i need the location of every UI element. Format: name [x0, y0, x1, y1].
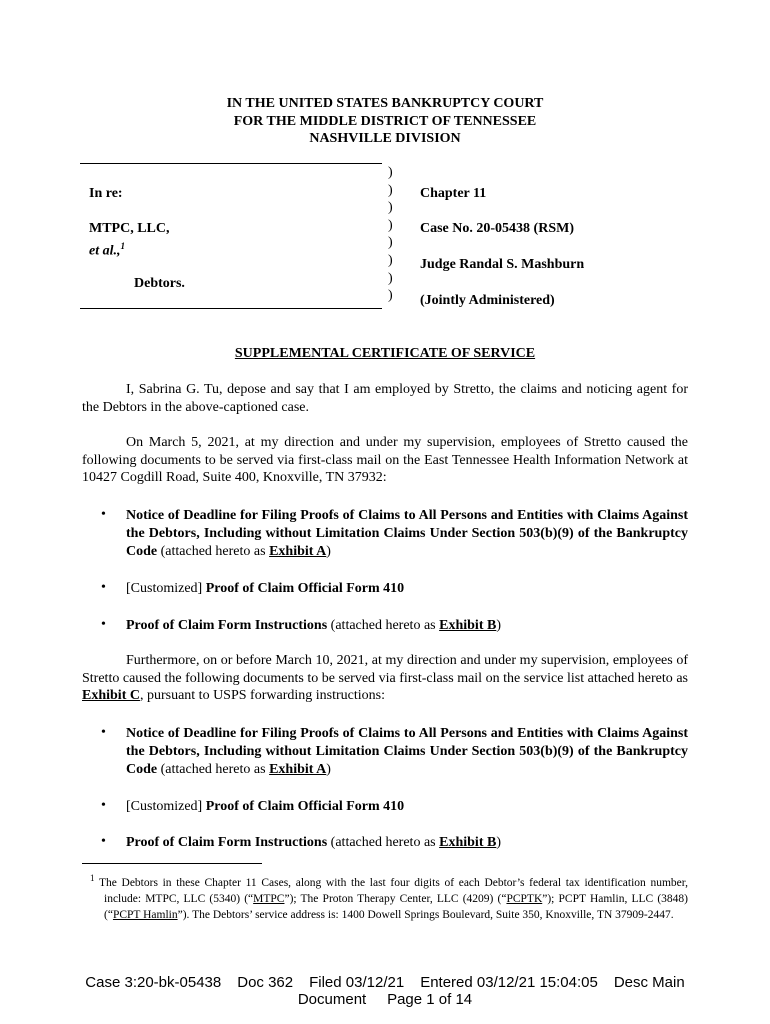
court-filing-stamp — [0, 974, 770, 1008]
debtor-name: MTPC, LLC, — [89, 221, 170, 236]
caption-top-rule — [80, 163, 382, 164]
chapter-label: Chapter 11 — [420, 186, 487, 201]
bullet: • — [101, 725, 106, 740]
paragraph-declarant: I, Sabrina G. Tu, depose and say that I am employed by Stretto, the claims and noticing agent for the Debtors in the above-captioned case. — [82, 382, 688, 415]
footnote-marker: 1 — [120, 241, 125, 251]
list-item-instructions-2: Proof of Claim Form Instructions (attached hereto as Exhibit B) — [126, 835, 501, 850]
stamp-desc: Desc Main — [613, 974, 685, 991]
in-re-label: In re: — [89, 186, 123, 201]
paragraph-service-march-5: On March 5, 2021, at my direction and under my supervision, employees of Stretto caused the following documents to be served via first-class mail on the East Tennessee Health Information Network at 10427 Cogdill Road, Suite 400, Knoxville, TN 37932: — [82, 435, 688, 485]
list-item-proof-form-1: [Customized] Proof of Claim Official Form 410 — [126, 581, 405, 596]
court-line-1: IN THE UNITED STATES BANKRUPTCY COURT — [226, 96, 544, 111]
judge-name: Judge Randal S. Mashburn — [420, 257, 585, 272]
footnote-rule — [82, 863, 262, 864]
court-line-3: NASHVILLE DIVISION — [309, 131, 461, 146]
court-line-2: FOR THE MIDDLE DISTRICT OF TENNESSEE — [233, 113, 537, 129]
stamp-page: Page 1 of 14 — [387, 991, 473, 1008]
paragraph-service-march-10: Furthermore, on or before March 10, 2021, at my direction and under my supervision, employees of Stretto caused the following documents to be served via first-class mail on the service list attached hereto as Exhibit C, pursuant to USPS forwarding instructions: — [82, 653, 688, 703]
stamp-entered: Entered 03/12/21 15:04:05 — [420, 974, 598, 991]
caption-bottom-rule — [80, 308, 382, 309]
bullet: • — [101, 507, 106, 522]
footnote: $^1$ The Debtors in these Chapter 11 Cases, along with the last four digits of each Debtor’s federal tax identification number, include: MTPC, LLC (5340) (“MTPC”); The Proton Therapy Center, LLC (4209) (“PCPTK”); PCPT Hamlin, LLC (3848) (“PCPT Hamlin”). The Debtors’ service address is: 1400 Dowell Springs Boulevard, Suite 350, Knoxville, TN 37909-2447. — [90, 873, 688, 921]
court-heading — [0, 95, 770, 148]
caption-parens: ) ) ) ) ) ) ) ) — [388, 165, 393, 304]
administration-note: (Jointly Administered) — [420, 293, 555, 308]
bullet: • — [101, 580, 106, 595]
bullet: • — [101, 834, 106, 849]
debtors-label: Debtors. — [134, 276, 185, 291]
list-item-instructions-1: Proof of Claim Form Instructions (attached hereto as Exhibit B) — [126, 618, 501, 633]
bullet: • — [101, 617, 106, 632]
footnote-number: 1 — [90, 873, 95, 883]
bullet: • — [101, 798, 106, 813]
stamp-doc: Doc 362 — [237, 974, 294, 991]
stamp-filed: Filed 03/12/21 — [309, 974, 405, 991]
list-item-notice-1: Notice of Deadline for Filing Proofs of Claims to All Persons and Entities with Claims Against the Debtors, Including without Limitation Claims Under Section 503(b)(9) of the Bankruptcy Code (attached hereto as Exhibit A) — [126, 508, 688, 559]
et-al: et al.,$^1$ — [89, 241, 125, 259]
document-title: SUPPLEMENTAL CERTIFICATE OF SERVICE — [234, 346, 536, 361]
case-number: Case No. 20-05438 (RSM) — [420, 221, 574, 236]
stamp-case: Case 3:20-bk-05438 — [85, 974, 222, 991]
stamp-document: Document — [297, 991, 367, 1008]
list-item-proof-form-2: [Customized] Proof of Claim Official Form 410 — [126, 799, 405, 814]
list-item-notice-2: Notice of Deadline for Filing Proofs of Claims to All Persons and Entities with Claims Against the Debtors, Including without Limitation Claims Under Section 503(b)(9) of the Bankruptcy Code (attached hereto as Exhibit A) — [126, 726, 688, 777]
